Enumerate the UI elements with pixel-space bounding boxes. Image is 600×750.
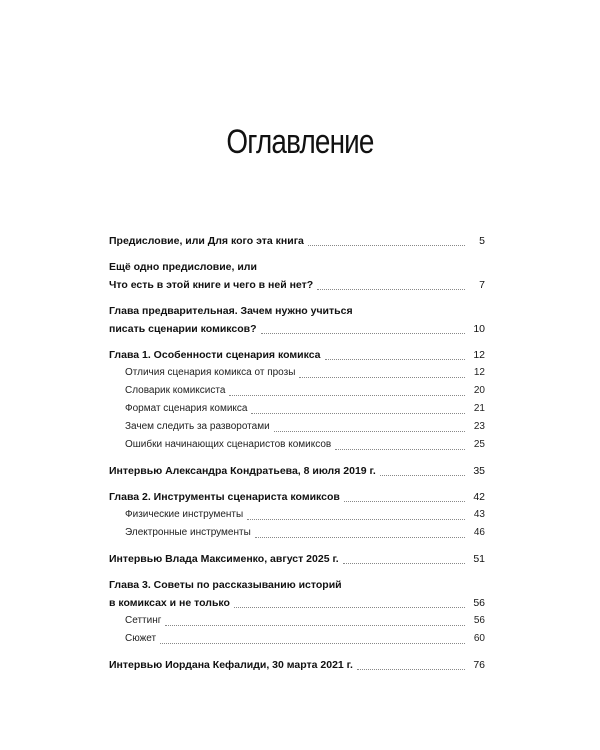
toc-page-number: 76: [473, 659, 485, 671]
toc-entry-title: Что есть в этой книге и чего в ней нет?: [109, 279, 314, 291]
toc-entry: [109, 594, 485, 612]
toc-page-number: 10: [473, 323, 485, 335]
toc-page-number: 7: [479, 279, 485, 291]
toc-subentry-title: Формат сценария комикса: [125, 403, 248, 414]
toc-page-number: 43: [473, 509, 485, 520]
toc-subentry: [109, 400, 485, 418]
toc-page-number: 12: [473, 349, 485, 361]
toc-page-number: 35: [473, 465, 485, 477]
toc-page-number: 60: [473, 633, 485, 644]
table-of-contents: [109, 232, 485, 674]
toc-subentry: [109, 524, 485, 542]
dot-leader: [160, 642, 465, 644]
toc-entry-title: Интервью Иордана Кефалиди, 30 марта 2021 г.: [109, 659, 353, 671]
dot-leader: [165, 624, 465, 626]
toc-page-number: 5: [479, 235, 485, 247]
toc-subentry-title: Электронные инструменты: [125, 527, 251, 538]
toc-page-number: 12: [473, 367, 485, 378]
dot-leader: [251, 412, 465, 414]
toc-entry: [109, 276, 485, 294]
toc-page-number: 46: [473, 527, 485, 538]
toc-entry-title: Глава 1. Особенности сценария комикса: [109, 349, 321, 361]
toc-page-number: 56: [473, 615, 485, 626]
dot-leader: [261, 332, 465, 334]
toc-entry-title-line: Глава предварительная. Зачем нужно учиться: [109, 305, 353, 317]
toc-subentry: [109, 612, 485, 630]
dot-leader: [229, 394, 465, 396]
toc-subentry: [109, 506, 485, 524]
toc-entry-title: Интервью Александра Кондратьева, 8 июля 2019 г.: [109, 465, 376, 477]
toc-entry-title: в комиксах и не только: [109, 597, 230, 609]
toc-entry-title-line: Глава 3. Советы по рассказыванию историй: [109, 579, 342, 591]
dot-leader: [343, 562, 465, 564]
dot-leader: [247, 518, 465, 520]
toc-subentry-title: Ошибки начинающих сценаристов комиксов: [125, 439, 332, 450]
dot-leader: [234, 606, 465, 608]
toc-entry: [109, 346, 485, 364]
toc-entry-title-line: Ещё одно предисловие, или: [109, 261, 257, 273]
toc-entry: [109, 550, 485, 568]
toc-entry: [109, 488, 485, 506]
toc-subentry: [109, 418, 485, 436]
toc-subentry-title: Сюжет: [125, 633, 157, 644]
dot-leader: [380, 474, 465, 476]
toc-subentry: [109, 382, 485, 400]
dot-leader: [255, 536, 465, 538]
dot-leader: [335, 448, 465, 450]
toc-page-number: 42: [473, 491, 485, 503]
page-title: Оглавление: [226, 123, 374, 161]
dot-leader: [357, 668, 465, 670]
toc-entry-title: Предисловие, или Для кого эта книга: [109, 235, 304, 247]
toc-entry: [109, 462, 485, 480]
toc-subentry-title: Отличия сценария комикса от прозы: [125, 367, 296, 378]
toc-page-number: 56: [473, 597, 485, 609]
toc-page-number: 21: [473, 403, 485, 414]
dot-leader: [274, 430, 465, 432]
dot-leader: [299, 376, 465, 378]
dot-leader: [317, 288, 465, 290]
toc-page-number: 23: [473, 421, 485, 432]
toc-entry-title: Интервью Влада Максименко, август 2025 г.: [109, 553, 339, 565]
toc-subentry-title: Зачем следить за разворотами: [125, 421, 270, 432]
toc-entry: [109, 232, 485, 250]
toc-page-number: 25: [473, 439, 485, 450]
toc-entry-title: Глава 2. Инструменты сценариста комиксов: [109, 491, 340, 503]
toc-subentry: [109, 364, 485, 382]
dot-leader: [325, 358, 465, 360]
toc-subentry-title: Сеттинг: [125, 615, 162, 626]
toc-page-number: 20: [473, 385, 485, 396]
toc-entry: [109, 656, 485, 674]
toc-entry: [109, 320, 485, 338]
toc-page-number: 51: [473, 553, 485, 565]
dot-leader: [344, 500, 465, 502]
toc-subentry: [109, 436, 485, 454]
toc-subentry-title: Словарик комиксиста: [125, 385, 226, 396]
toc-entry-title: писать сценарии комиксов?: [109, 323, 257, 335]
toc-subentry: [109, 630, 485, 648]
dot-leader: [308, 244, 465, 246]
toc-subentry-title: Физические инструменты: [125, 509, 244, 520]
